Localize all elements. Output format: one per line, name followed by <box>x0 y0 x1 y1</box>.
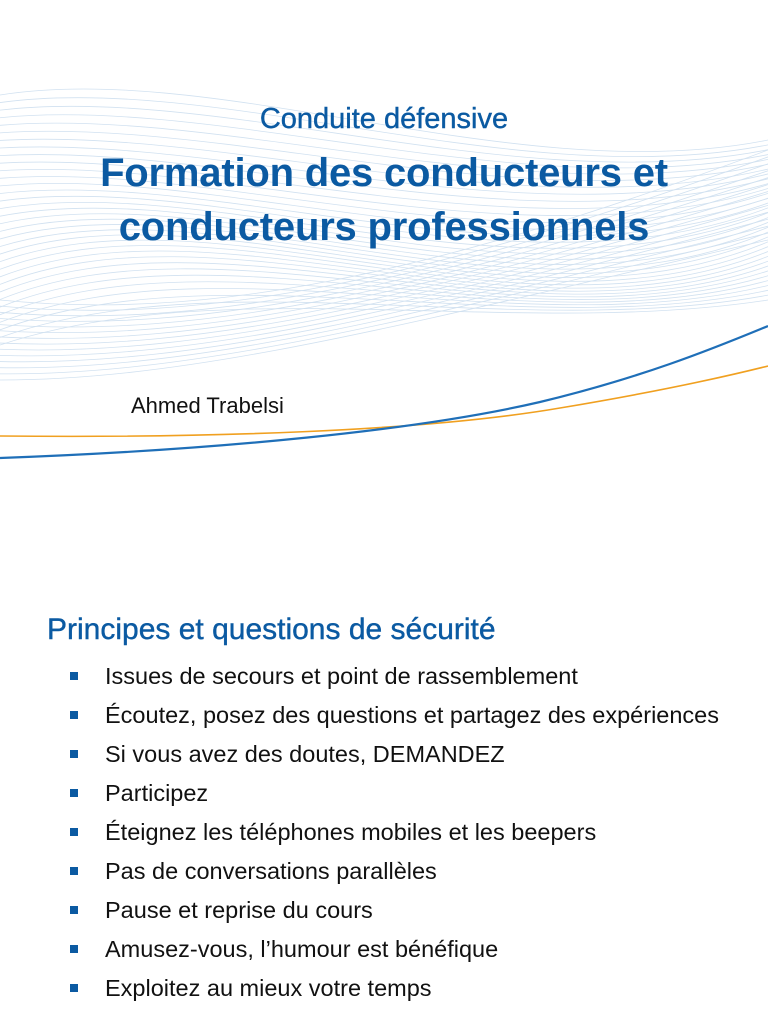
list-item <box>68 856 748 887</box>
square-bullet-icon <box>70 945 78 953</box>
main-title-line-1: Formation des conducteurs et <box>100 151 668 195</box>
wave-line <box>0 300 768 345</box>
square-bullet-icon <box>70 711 78 719</box>
bullet-text: Participez <box>105 780 209 806</box>
square-bullet-icon <box>70 828 78 836</box>
bullet-text: Amusez-vous, l’humour est bénéfique <box>105 936 499 962</box>
square-bullet-icon <box>70 789 78 797</box>
list-item <box>68 934 748 965</box>
bullet-text: Exploitez au mieux votre temps <box>105 975 432 1001</box>
list-item <box>68 895 748 926</box>
square-bullet-icon <box>70 750 78 758</box>
slide-main-title <box>0 146 768 254</box>
bullet-text: Pas de conversations parallèles <box>105 858 437 884</box>
square-bullet-icon <box>70 906 78 914</box>
author-name: Ahmed Trabelsi <box>131 393 284 418</box>
bullet-text: Écoutez, posez des questions et partagez des expériences <box>105 702 719 728</box>
list-item <box>68 817 748 848</box>
slide-subtitle: Conduite défensive <box>259 103 509 135</box>
bullet-list <box>68 661 748 1012</box>
main-title-line-2: conducteurs professionnels <box>118 205 650 249</box>
list-item <box>68 739 748 770</box>
list-item <box>68 700 748 731</box>
bullet-text: Si vous avez des doutes, DEMANDEZ <box>105 741 505 767</box>
square-bullet-icon <box>70 867 78 875</box>
section-heading: Principes et questions de sécurité <box>47 613 496 646</box>
list-item <box>68 973 748 1004</box>
square-bullet-icon <box>70 672 78 680</box>
content-slide <box>0 540 768 1024</box>
list-item <box>68 661 748 692</box>
square-bullet-icon <box>70 984 78 992</box>
bullet-text: Éteignez les téléphones mobiles et les beepers <box>105 819 597 845</box>
bullet-text: Pause et reprise du cours <box>105 897 373 923</box>
bullet-text: Issues de secours et point de rassemblement <box>105 663 578 689</box>
list-item <box>68 778 748 809</box>
wave-orange-line <box>0 366 768 436</box>
